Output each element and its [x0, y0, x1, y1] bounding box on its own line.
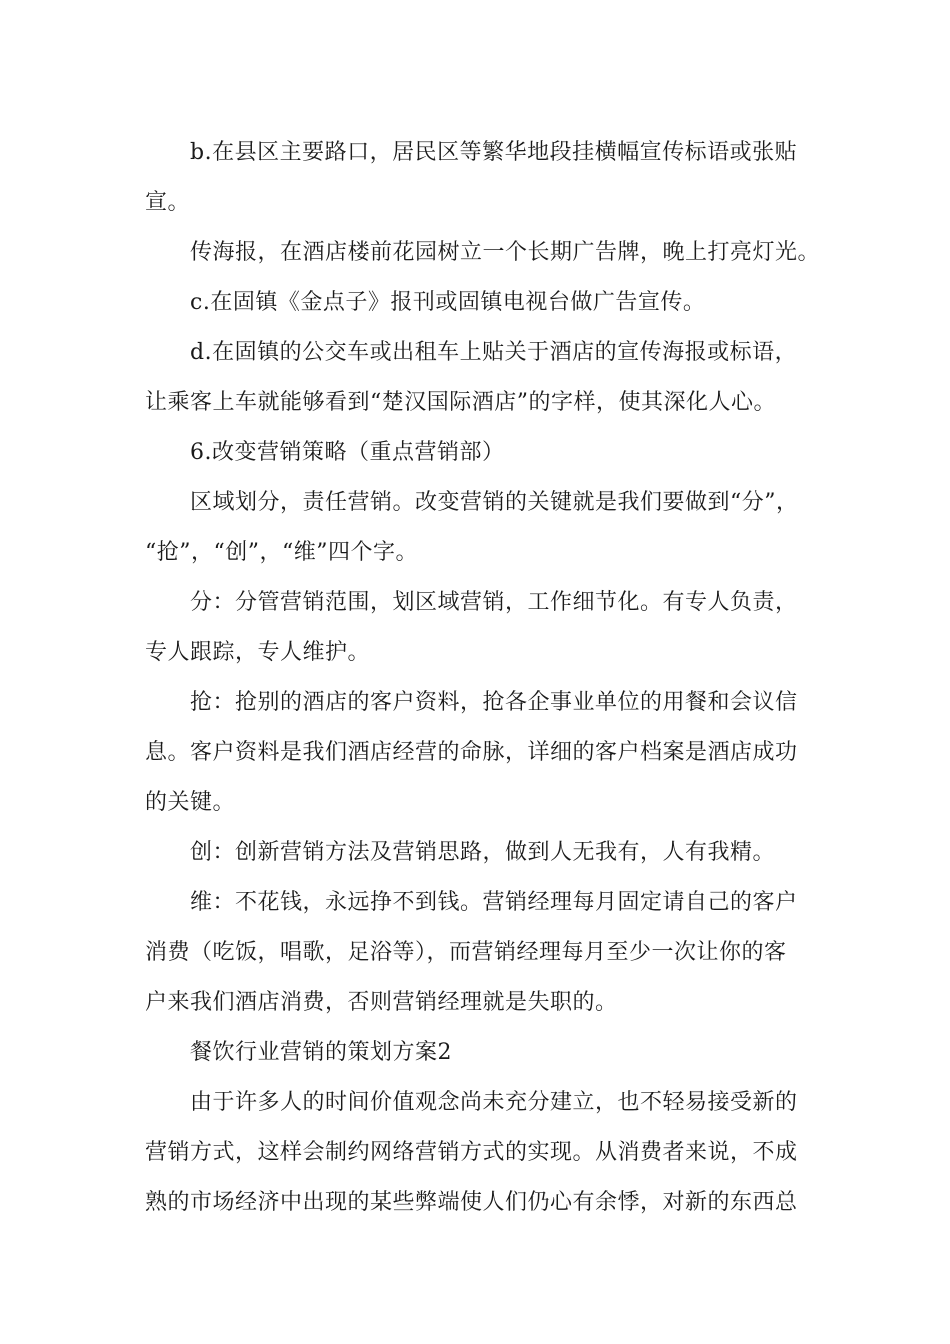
text-line: b.在县区主要路口，居民区等繁华地段挂横幅宣传标语或张贴	[190, 140, 798, 165]
text-line: 分：分管营销范围，划区域营销，工作细节化。有专人负责，	[190, 590, 798, 615]
text-line: d.在固镇的公交车或出租车上贴关于酒店的宣传海报或标语，	[190, 340, 798, 365]
text-line: 由于许多人的时间价值观念尚未充分建立，也不轻易接受新的	[190, 1090, 798, 1115]
section-heading: 餐饮行业营销的策划方案2	[190, 1040, 452, 1065]
text-line: 创：创新营销方法及营销思路，做到人无我有，人有我精。	[190, 840, 776, 865]
text-line: “抢”，“创”，“维”四个字。	[145, 540, 418, 565]
text-line: 抢：抢别的酒店的客户资料，抢各企事业单位的用餐和会议信	[190, 690, 798, 715]
text-line: 宣。	[145, 190, 191, 215]
text-line: 的关键。	[145, 790, 236, 815]
text-line: c.在固镇《金点子》报刊或固镇电视台做广告宣传。	[190, 290, 706, 315]
text-line: 营销方式，这样会制约网络营销方式的实现。从消费者来说，不成	[145, 1140, 798, 1165]
text-line: 户来我们酒店消费，否则营销经理就是失职的。	[145, 990, 618, 1015]
text-line: 专人跟踪，专人维护。	[145, 640, 371, 665]
text-line: 消费（吃饭，唱歌，足浴等），而营销经理每月至少一次让你的客	[145, 940, 787, 965]
text-line: 传海报，在酒店楼前花园树立一个长期广告牌，晚上打亮灯光。	[190, 240, 821, 265]
text-line: 维：不花钱，永远挣不到钱。营销经理每月固定请自己的客户	[190, 890, 798, 915]
text-line: 让乘客上车就能够看到“楚汉国际酒店”的字样，使其深化人心。	[145, 390, 776, 415]
text-line: 息。客户资料是我们酒店经营的命脉，详细的客户档案是酒店成功	[145, 740, 798, 765]
text-line: 熟的市场经济中出现的某些弊端使人们仍心有余悸，对新的东西总	[145, 1190, 798, 1215]
text-line: 区域划分，责任营销。改变营销的关键就是我们要做到“分”，	[190, 490, 799, 515]
section-heading: 6.改变营销策略（重点营销部）	[190, 440, 505, 465]
